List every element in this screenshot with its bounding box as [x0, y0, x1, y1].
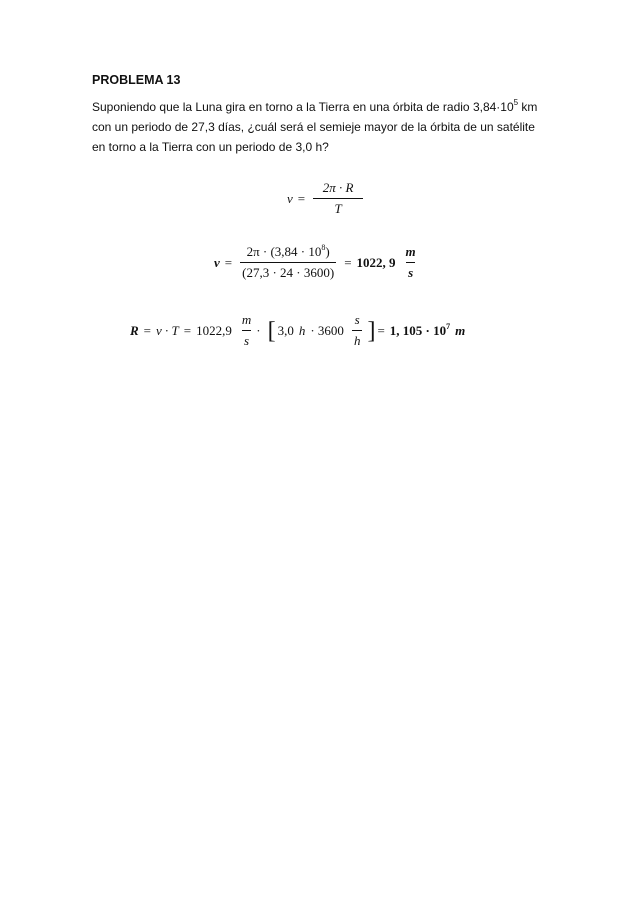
statement-line-1: Suponiendo que la Luna gira en torno a la Tierra en una órbita de radio $3,84\cdot 10^5$ km: [92, 98, 538, 114]
bracket-open: [: [267, 317, 276, 344]
statement-line-3: en torno a la Tierra con un periodo de 3,0 h?: [92, 140, 329, 154]
equation-velocity-formula: v = $\frac{2\pi \cdot R}{T}$: [287, 180, 366, 217]
problem-title: PROBLEMA 13: [92, 73, 181, 87]
fraction-unit-m-over-s: $\frac{m}{s}$: [405, 244, 416, 280]
equation-radius: R = v · T = 1022,9 $\frac{m}{s}$ · [ 3,0 h · 3600 $\frac{s}{h}$ ] = 1, $105 \cdot 10^7$ m: [130, 312, 466, 348]
bracket-close: ]: [367, 317, 376, 344]
fraction-unit-m-over-s: $\frac{m}{s}$: [241, 312, 252, 348]
problem-statement: [92, 97, 562, 157]
statement-line-2: con un periodo de 27,3 días, ¿cuál será el semieje mayor de la órbita de un satélite: [92, 120, 535, 134]
fraction-velocity-calc: $\frac{2\pi \cdot (3,84 \cdot 10^8)}{(27,3 \cdot 24 \cdot 3600)}$: [242, 243, 335, 280]
fraction-2piR-over-T: $\frac{2\pi \cdot R}{T}$: [313, 180, 363, 217]
fraction-unit-s-over-h: $\frac{s}{h}$: [353, 312, 361, 348]
equation-velocity-value: v = $\frac{2\pi \cdot (3,84 \cdot 10^8)}{(27,3 \cdot 24 \cdot 3600)}$ = 1022, 9 $\frac{m}{s}$: [214, 243, 416, 280]
